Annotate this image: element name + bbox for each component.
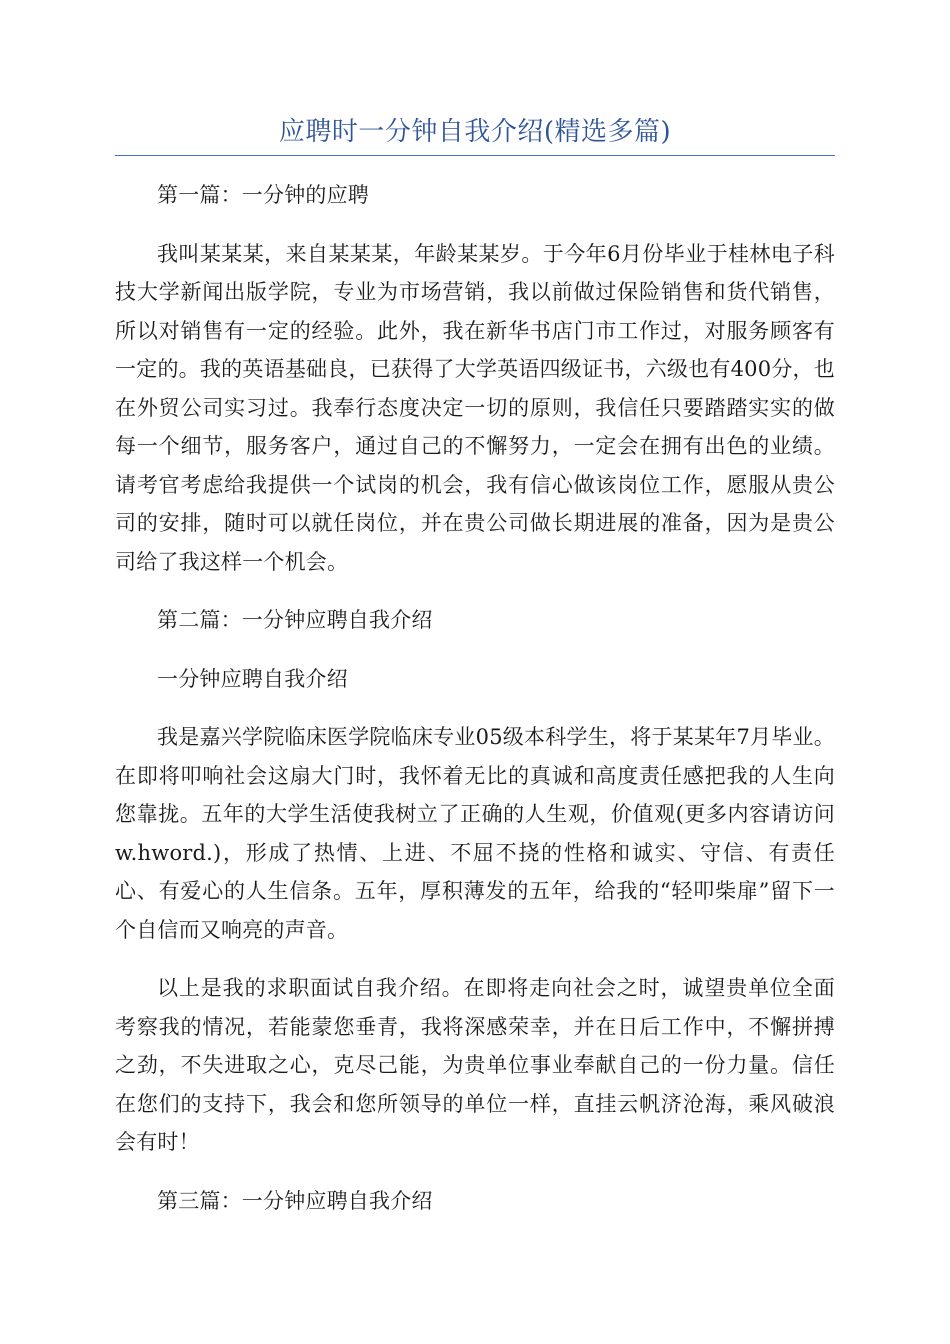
- paragraph-2: 我是嘉兴学院临床医学院临床专业05级本科学生，将于某某年7月毕业。在即将叩响社会这扇大门时，我怀着无比的真诚和高度责任感把我的人生向您靠拢。五年的大学生活使我树立了正确的人生观，价值观(更多内容请访问w.hword.)，形成了热情、上进、不屈不挠的性格和诚实、守信、有责任心、有爱心的人生信条。五年，厚积薄发的五年，给我的“轻叩柴扉”留下一个自信而又响亮的声音。: [115, 725, 835, 942]
- document-body: [115, 176, 835, 1220]
- document-title: 应聘时一分钟自我介绍(精选多篇): [278, 117, 672, 147]
- section-heading-3: 第三篇：一分钟应聘自我介绍: [157, 1188, 433, 1213]
- section-heading-1: 第一篇：一分钟的应聘: [157, 183, 369, 207]
- document-page: [115, 0, 835, 1240]
- title-underline: [115, 155, 835, 156]
- section-heading-2: 第二篇：一分钟应聘自我介绍: [157, 608, 433, 632]
- paragraph-1: 我叫某某某，来自某某某，年龄某某岁。于今年6月份毕业于桂林电子科技大学新闻出版学院，专业为市场营销，我以前做过保险销售和货代销售，所以对销售有一定的经验。此外，我在新华书店门市工作过，对服务顾客有一定的。我的英语基础良，已获得了大学英语四级证书，六级也有400分，也在外贸公司实习过。我奉行态度决定一切的原则，我信任只要踏踏实实的做每一个细节，服务客户，通过自己的不懈努力，一定会在拥有出色的业绩。请考官考虑给我提供一个试岗的机会，我有信心做该岗位工作，愿服从贵公司的安排，随时可以就任岗位，并在贵公司做长期进展的准备，因为是贵公司给了我这样一个机会。: [115, 241, 835, 574]
- paragraph-3: 以上是我的求职面试自我介绍。在即将走向社会之时，诚望贵单位全面考察我的情况，若能蒙您垂青，我将深感荣幸，并在日后工作中，不懈拼搏之劲，不失进取之心，克尽己能，为贵单位事业奉献自己的一份力量。信任在您们的支持下，我会和您所领导的单位一样，直挂云帆济沧海，乘风破浪会有时！: [115, 976, 835, 1154]
- subheading: 一分钟应聘自我介绍: [157, 666, 348, 691]
